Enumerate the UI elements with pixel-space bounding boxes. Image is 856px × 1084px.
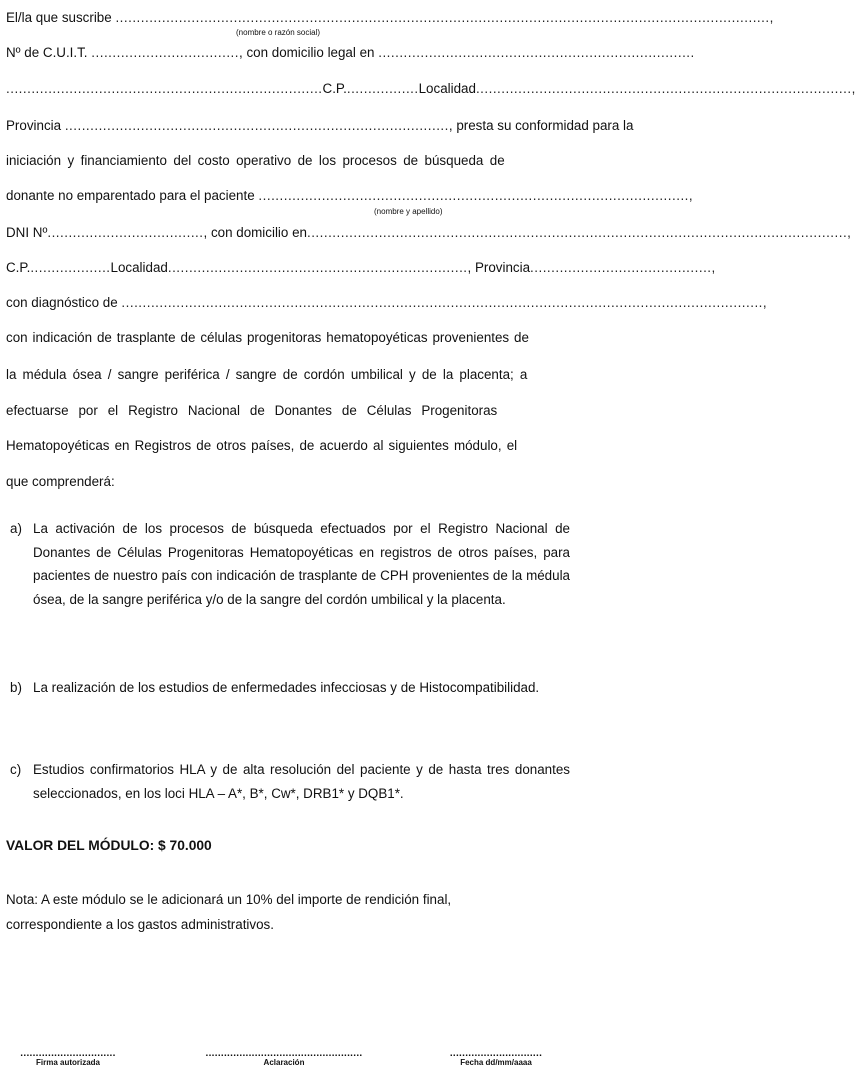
- field-cuit: [6, 45, 695, 61]
- field-cp-localidad-provincia: [6, 260, 716, 276]
- label-provincia-2: , Provincia: [467, 260, 531, 275]
- blank-cp-2[interactable]: ...................: [30, 260, 111, 275]
- field-provincia: [6, 118, 634, 134]
- nota-line-1: Nota: A este módulo se le adicionará un 10% del importe de rendición final,: [6, 892, 452, 907]
- blank-suscribe[interactable]: ...........................................................................................................................................................,: [115, 10, 774, 25]
- blank-cp[interactable]: .................: [346, 81, 419, 96]
- blank-localidad[interactable]: .........................................................................................,: [475, 81, 856, 96]
- firma-line[interactable]: ...............................: [20, 1048, 116, 1059]
- signature-firma: [8, 1050, 128, 1068]
- field-dni: [6, 225, 852, 241]
- label-domicilio: , con domicilio en: [203, 225, 307, 240]
- field-suscribe: [6, 10, 774, 26]
- signature-aclaracion: [178, 1050, 390, 1068]
- hint-razon-social: (nombre o razón social): [236, 28, 321, 37]
- signature-fecha: [438, 1050, 554, 1068]
- text-iniciacion: iniciación y financiamiento del costo operativo de los procesos de búsqueda de: [6, 153, 505, 168]
- aclaracion-label: Aclaración: [263, 1058, 305, 1067]
- firma-label: Firma autorizada: [35, 1058, 100, 1067]
- field-cp-localidad: [6, 81, 856, 97]
- blank-provincia-2[interactable]: ...........................................,: [530, 260, 716, 275]
- text-efectuarse: efectuarse por el Registro Nacional de Donantes de Células Progenitoras: [6, 403, 498, 418]
- text-medula: la médula ósea / sangre periférica / sangre de cordón umbilical y de la placenta; a: [6, 367, 528, 382]
- blank-domicilio[interactable]: ................................................................................................................................,: [306, 225, 852, 240]
- item-c-marker: c): [10, 762, 22, 777]
- blank-paciente[interactable]: ......................................................................................................,: [258, 188, 694, 203]
- item-a-text: La activación de los procesos de búsqueda efectuados por el Registro Nacional de Donantes de Células Progenitoras Hematopoyéticas en registros de otros países, para pacientes de nuestro país con indicación de trasplante de CPH provenientes de la médula ósea, de la sangre periférica y/o de la sangre del cordón umbilical y la placenta.: [33, 521, 570, 607]
- aclaracion-line[interactable]: ...................................................: [205, 1048, 363, 1059]
- label-domicilio-legal: , con domicilio legal en: [239, 45, 375, 60]
- blank-domicilio-legal[interactable]: ...........................................................................: [378, 45, 695, 60]
- list-item-c: [10, 758, 570, 805]
- list-item-b: [10, 676, 570, 700]
- fecha-line[interactable]: ..............................: [449, 1048, 543, 1059]
- text-conformidad: , presta su conformidad para la: [448, 118, 634, 133]
- blank-domicilio-cont[interactable]: ...........................................................................: [6, 81, 323, 96]
- item-b-marker: b): [10, 680, 22, 695]
- item-c-text: Estudios confirmatorios HLA y de alta resolución del paciente y de hasta tres donantes seleccionados, en los loci HLA – A*, B*, Cw*, DRB1* y DQB1*.: [33, 762, 570, 801]
- hint-nombre-apellido: (nombre y apellido): [374, 207, 443, 216]
- field-diagnostico: [6, 295, 768, 311]
- fecha-label: Fecha dd/mm/aaaa: [460, 1058, 532, 1067]
- blank-diagnostico[interactable]: ........................................................................................................................................................,: [121, 295, 768, 310]
- label-suscribe: El/la que suscribe: [6, 10, 112, 25]
- field-paciente: [6, 188, 694, 204]
- text-indicacion: con indicación de trasplante de células progenitoras hematopoyéticas provenientes de: [6, 330, 529, 345]
- item-b-text: La realización de los estudios de enfermedades infecciosas y de Histocompatibilidad.: [33, 680, 540, 695]
- text-comprendera: que comprenderá:: [6, 474, 115, 489]
- label-cp-2: C.P.: [6, 260, 31, 275]
- label-dni: DNI Nº: [6, 225, 48, 240]
- label-provincia: Provincia: [6, 118, 62, 133]
- label-cuit: Nº de C.U.I.T.: [6, 45, 88, 60]
- blank-localidad-2[interactable]: .......................................................................: [167, 260, 468, 275]
- valor-modulo: VALOR DEL MÓDULO: $ 70.000: [6, 838, 212, 853]
- blank-dni[interactable]: .....................................: [47, 225, 204, 240]
- list-item-a: [10, 517, 570, 611]
- blank-provincia[interactable]: ...........................................................................................: [64, 118, 449, 133]
- text-hematopoyeticas: Hematopoyéticas en Registros de otros países, de acuerdo al siguientes módulo, el: [6, 438, 518, 453]
- item-a-marker: a): [10, 521, 22, 536]
- label-paciente: donante no emparentado para el paciente: [6, 188, 255, 203]
- label-localidad: Localidad: [418, 81, 476, 96]
- label-cp: C.P.: [322, 81, 347, 96]
- label-diagnostico: con diagnóstico de: [6, 295, 118, 310]
- nota-line-2: correspondiente a los gastos administrativos.: [6, 917, 274, 932]
- blank-cuit[interactable]: ...................................: [91, 45, 239, 60]
- label-localidad-2: Localidad: [110, 260, 168, 275]
